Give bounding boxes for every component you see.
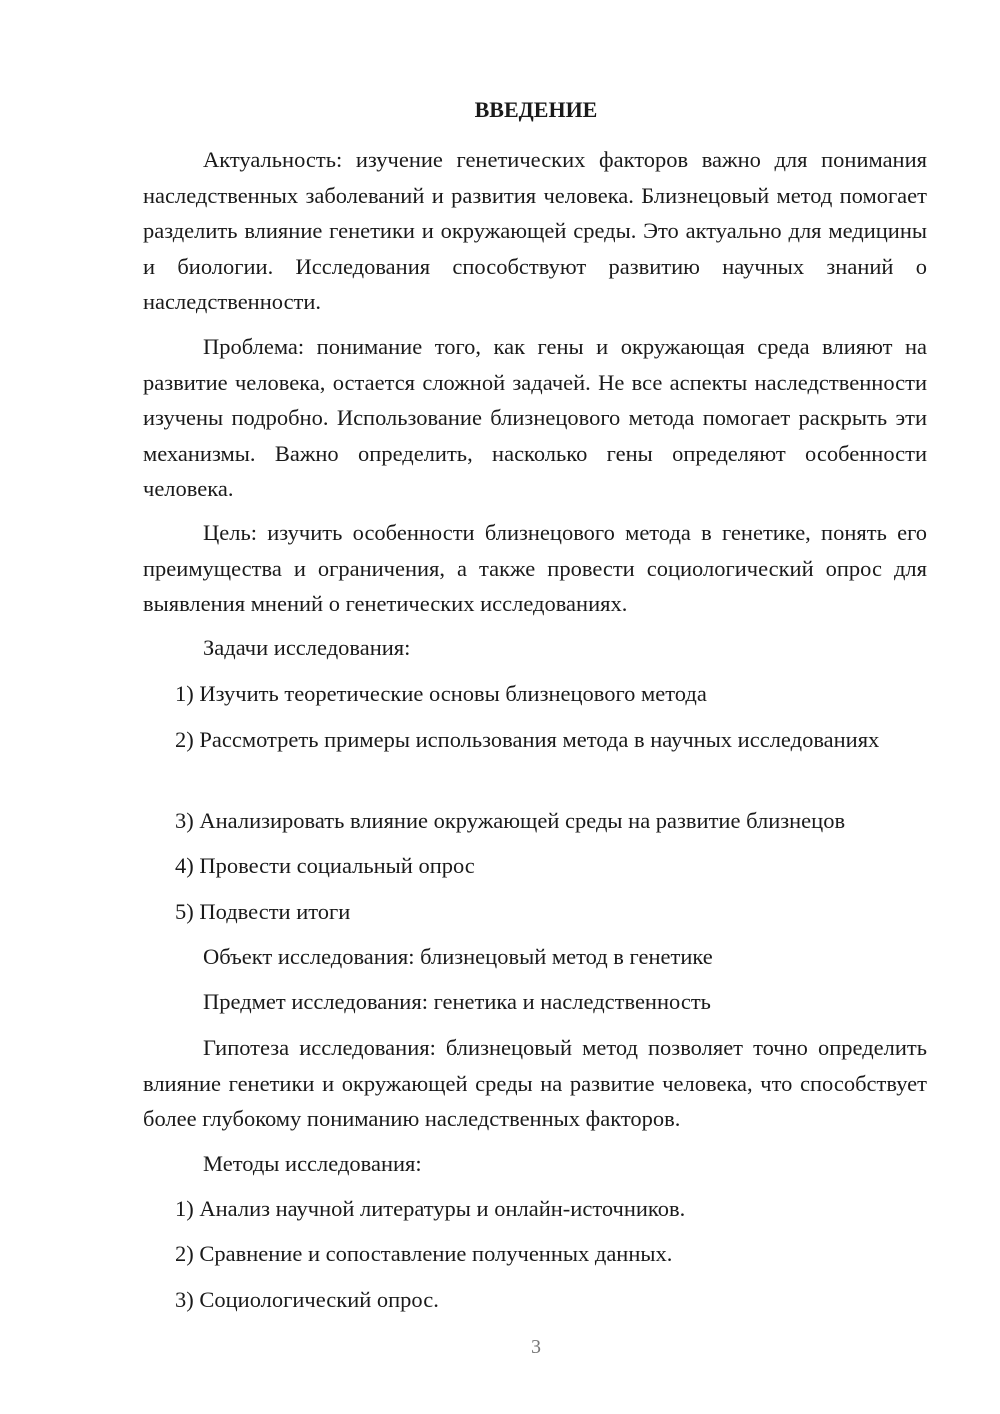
task-item: 2) Рассмотреть примеры использования метода в научных исследованиях (175, 727, 880, 752)
method-item: 2) Сравнение и сопоставление полученных данных. (175, 1241, 673, 1266)
page-title: ВВЕДЕНИЕ (474, 97, 598, 122)
methods-heading: Методы исследования: (203, 1151, 422, 1176)
object-line: Объект исследования: близнецовый метод в генетике (203, 944, 713, 969)
hypothesis-paragraph: Гипотеза исследования: близнецовый метод позволяет точно определить влияние генетики и окружающей среды на развитие человека, что способствует более глубокому пониманию наследственных факторов. (143, 1035, 927, 1131)
relevance-paragraph: Актуальность: изучение генетических факторов важно для понимания наследственных заболеваний и развития человека. Близнецовый метод помогает разделить влияние генетики и окружающей среды. Это актуально для медицины и биологии. Исследования способствуют развитию научных знаний о наследственности. (143, 147, 927, 314)
method-item: 1) Анализ научной литературы и онлайн-источников. (175, 1196, 686, 1221)
problem-paragraph: Проблема: понимание того, как гены и окружающая среда влияют на развитие человека, остается сложной задачей. Не все аспекты наследственности изучены подробно. Использование близнецового метода помогает раскрыть эти механизмы. Важно определить, насколько гены определяют особенности человека. (143, 334, 927, 501)
task-item: 1) Изучить теоретические основы близнецового метода (175, 681, 707, 706)
subject-line: Предмет исследования: генетика и наследственность (203, 989, 711, 1014)
task-item: 4) Провести социальный опрос (175, 853, 475, 878)
page-number: 3 (531, 1336, 541, 1358)
task-item: 3) Анализировать влияние окружающей среды на развитие близнецов (175, 808, 846, 833)
method-item: 3) Социологический опрос. (175, 1287, 439, 1312)
goal-paragraph: Цель: изучить особенности близнецового метода в генетике, понять его преимущества и ограничения, а также провести социологический опрос для выявления мнений о генетических исследованиях. (143, 520, 927, 616)
tasks-heading: Задачи исследования: (203, 635, 411, 660)
task-item: 5) Подвести итоги (175, 899, 351, 924)
